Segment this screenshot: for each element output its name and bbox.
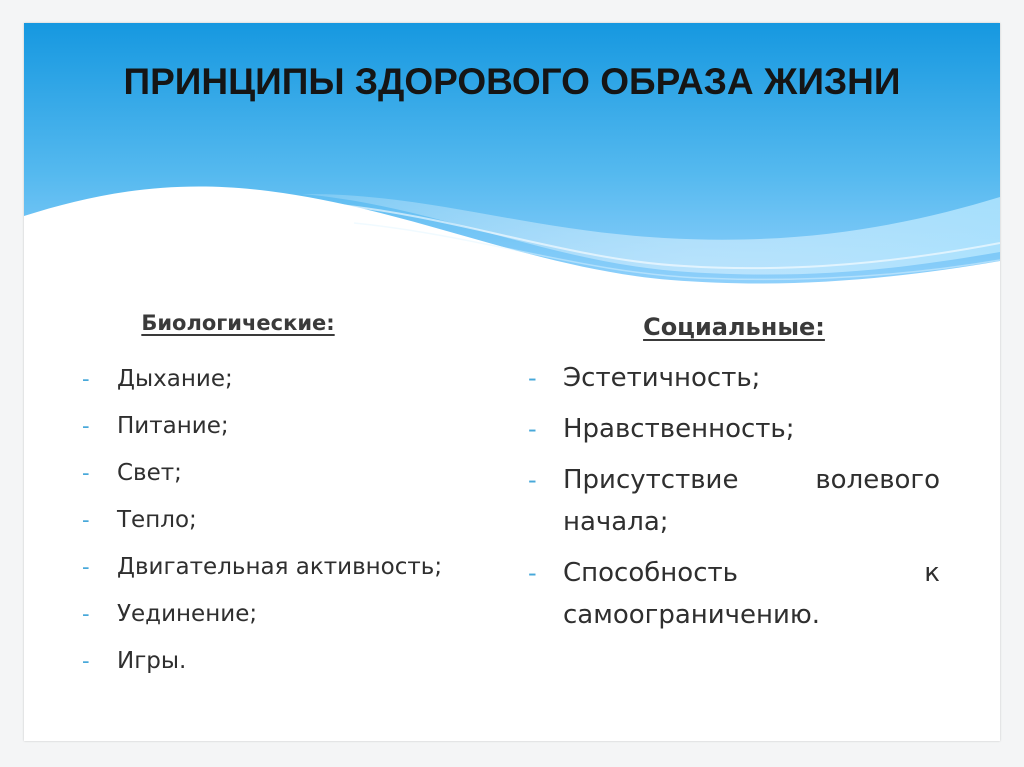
dash-icon: - xyxy=(528,466,537,494)
slide xyxy=(24,23,1000,741)
social-item-text: Нравственность; xyxy=(563,414,795,444)
dash-icon: - xyxy=(82,367,90,391)
dash-icon: - xyxy=(82,602,90,626)
biological-list-item xyxy=(82,450,494,497)
biological-item-text: Питание; xyxy=(117,413,229,439)
dash-icon: - xyxy=(528,364,537,392)
biological-principles-column xyxy=(82,309,494,685)
biological-heading: Биологические: xyxy=(141,311,335,335)
biological-item-text: Тепло; xyxy=(117,507,197,533)
social-list-item xyxy=(528,459,940,543)
biological-list-item xyxy=(82,497,494,544)
social-list-item xyxy=(528,357,940,399)
biological-list-item xyxy=(82,638,494,685)
biological-item-text: Игры. xyxy=(117,648,187,674)
social-principles-column xyxy=(528,311,940,645)
social-item-text: Эстетичность; xyxy=(563,363,761,393)
slide-title: ПРИНЦИПЫ ЗДОРОВОГО ОБРАЗА ЖИЗНИ xyxy=(123,61,901,102)
social-item-text: Присутствие волевого начала; xyxy=(563,465,940,537)
social-heading: Социальные: xyxy=(643,313,825,341)
biological-item-text: Свет; xyxy=(117,460,182,486)
dash-icon: - xyxy=(82,555,90,579)
dash-icon: - xyxy=(82,461,90,485)
biological-list-item xyxy=(82,544,494,591)
dash-icon: - xyxy=(82,649,90,673)
dash-icon: - xyxy=(82,508,90,532)
biological-list xyxy=(82,356,494,685)
biological-list-item xyxy=(82,356,494,403)
social-item-text: Способность к самоограничению. xyxy=(563,558,940,630)
biological-list-item xyxy=(82,591,494,638)
biological-item-text: Уединение; xyxy=(117,601,258,627)
dash-icon: - xyxy=(82,414,90,438)
biological-list-item xyxy=(82,403,494,450)
dash-icon: - xyxy=(528,415,537,443)
social-list xyxy=(528,357,940,636)
social-list-item xyxy=(528,552,940,636)
biological-item-text: Дыхание; xyxy=(117,366,233,392)
biological-item-text: Двигательная активность; xyxy=(117,554,443,580)
dash-icon: - xyxy=(528,559,537,587)
social-list-item xyxy=(528,408,940,450)
